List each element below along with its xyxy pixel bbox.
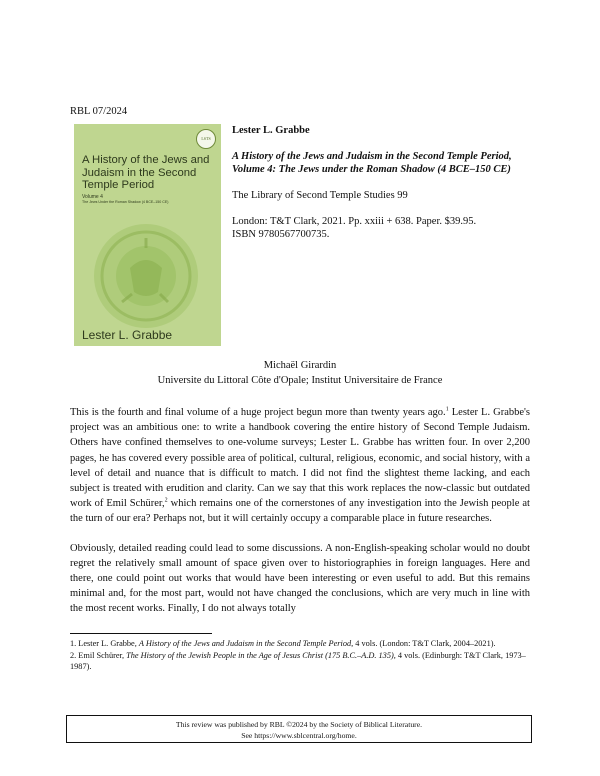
book-isbn: ISBN 9780567700735. (232, 229, 330, 240)
cover-title: A History of the Jews and Judaism in the Second Temple Period (82, 154, 210, 191)
cover-subtitle: The Jews Under the Roman Shadow (4 BCE–150 CE) (82, 200, 169, 204)
book-publication: London: T&T Clark, 2021. Pp. xxiii + 638. Paper. $39.95. (232, 216, 477, 227)
review-body (70, 405, 530, 631)
footnotes (70, 638, 530, 673)
footnote-divider (70, 633, 212, 634)
footer-link[interactable]: See https://www.sblcentral.org/home. (241, 731, 357, 740)
paragraph-1: This is the fourth and final volume of a huge project begun more than twenty years ago.$^1$ Lester L. Grabbe's project was an ambitious one: to write a handbook covering the entire history of Second Temple Judaism. Others have confined themselves to one-volume surveys; Lester L. Grabbe has written four. In over 2,200 pages, he has covered every possible area of political, cultural, religious, economic, and social history, with a level of detail and nuance that is difficult to match. I did not find the slightest theme lacking, and each subject is treated with erudition and clarity. Can we say that this work replaces the now-classic but outdated work of Emil Schürer,$^2$ which remains one of the cornerstones of any investigation into the Jewish people at the turn of our era? Perhaps not, but it will certainly occupy a comparable place in future researches. (70, 406, 530, 525)
footnote-ref-2[interactable]: 2 (164, 497, 168, 504)
publication-footer (66, 715, 532, 743)
book-title: A History of the Jews and Judaism in the Second Temple Period, Volume 4: The Jews under the Roman Shadow (4 BCE–150 CE) (232, 151, 512, 175)
paragraph-2: Obviously, detailed reading could lead to some discussions. A non-English-speaking scholar would no doubt regret the relatively small amount of space given over to historiographies in foreign languages. Here and there, one could point out works that would have been interesting or even useful to add. But this remains minimal and, for the most part, would not have changed the conclusions, which are very much in line with the most recent works. Finally, I do not always totally (70, 542, 530, 615)
reviewer-name: Michaël Girardin (263, 360, 337, 371)
book-metadata (232, 124, 532, 254)
reviewer-affiliation: Universite du Littoral Côte d'Opale; Institut Universitaire de France (157, 375, 443, 386)
reviewer-block (70, 358, 530, 388)
book-cover-image (74, 124, 221, 346)
series-logo: LSTS (196, 129, 216, 149)
cover-author: Lester L. Grabbe (82, 328, 173, 342)
rbl-code: RBL 07/2024 (70, 106, 128, 117)
coin-illustration (92, 222, 200, 330)
book-author: Lester L. Grabbe (232, 125, 310, 136)
footnote-2: 2. Emil Schürer, The History of the Jewish People in the Age of Jesus Christ (175 B.C.–A.D. 135), 4 vols. (Edinburgh: T&T Clark, 1973–1987). (70, 650, 526, 671)
cover-volume: Volume 4 (82, 194, 103, 200)
footer-copyright: This review was published by RBL ©2024 by the Society of Biblical Literature. (175, 720, 423, 729)
footnote-1: 1. Lester L. Grabbe, A History of the Jews and Judaism in the Second Temple Period, 4 vols. (London: T&T Clark, 2004–2021). (70, 639, 496, 648)
footnote-ref-1[interactable]: 1 (445, 406, 449, 413)
book-series: The Library of Second Temple Studies 99 (232, 190, 408, 201)
